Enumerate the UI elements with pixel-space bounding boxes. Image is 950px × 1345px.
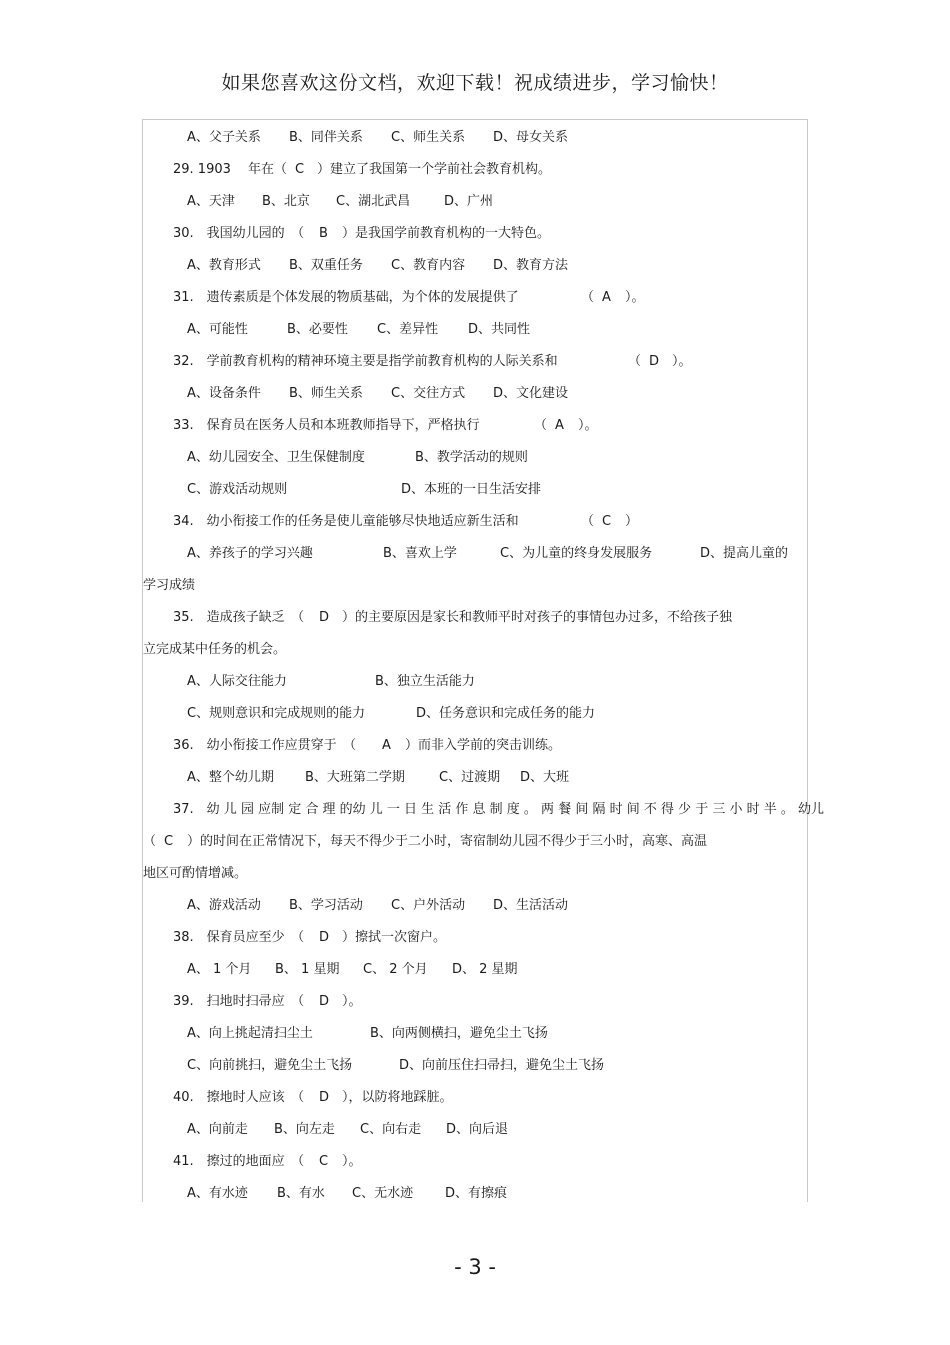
question-text: 41. 擦过的地面应 （: [173, 1154, 305, 1169]
option: A、可能性: [187, 322, 248, 337]
options-35a: [187, 674, 475, 690]
option: A、教育形式: [187, 258, 261, 273]
question-text: ）而非入学前的突击训练。: [405, 738, 562, 753]
option: C、向右走: [360, 1122, 422, 1137]
question-29: [173, 162, 552, 178]
question-text: ）。: [342, 1154, 362, 1169]
answer: D: [319, 1090, 330, 1105]
page-number: - 3 -: [454, 1255, 496, 1279]
answer: D: [319, 930, 330, 945]
option: A、设备条件: [187, 386, 261, 401]
option: C、为儿童的终身发展服务: [500, 546, 653, 561]
question-32: [173, 354, 692, 370]
option: A、 1 个月: [187, 962, 252, 977]
paren: （: [143, 834, 157, 849]
question-text: ）建立了我国第一个学前社会教育机构。: [317, 162, 552, 177]
option: B、学习活动: [289, 898, 363, 913]
paren: （: [581, 514, 595, 529]
option: B、向左走: [274, 1122, 335, 1137]
option: A、向上挑起清扫尘土: [187, 1026, 313, 1041]
option: A、整个幼儿期: [187, 770, 274, 785]
option: D、任务意识和完成任务的能力: [416, 706, 596, 721]
answer: A: [555, 418, 564, 433]
question-text: 35. 造成孩子缺乏 （: [173, 610, 305, 625]
option: D、文化建设: [493, 386, 569, 401]
answer: D: [649, 354, 660, 369]
options-33a: [187, 450, 528, 466]
option: C、过渡期: [439, 770, 501, 785]
option: B、北京: [262, 194, 310, 209]
options-30: [187, 258, 569, 274]
question-38: [173, 930, 447, 946]
option: D、生活活动: [493, 898, 569, 913]
question-text: 31. 遗传素质是个体发展的物质基础，为个体的发展提供了: [173, 290, 519, 305]
option: C、差异性: [377, 322, 439, 337]
question-text: ）是我国学前教育机构的一大特色。: [342, 226, 551, 241]
option: B、师生关系: [289, 386, 363, 401]
option: D、本班的一日生活安排: [401, 482, 542, 497]
question-text: 34. 幼小衔接工作的任务是使儿童能够尽快地适应新生活和: [173, 514, 519, 529]
option: D、共同性: [468, 322, 531, 337]
option: B、教学活动的规则: [415, 450, 528, 465]
option: C、师生关系: [391, 130, 466, 145]
options-29: [187, 194, 494, 210]
option: D、母女关系: [493, 130, 569, 145]
option: C、无水迹: [352, 1186, 414, 1201]
question-text: 40. 擦地时人应该 （: [173, 1090, 305, 1105]
option: A、幼儿园安全、卫生保健制度: [187, 450, 365, 465]
option: C、 2 个月: [363, 962, 428, 977]
answer: C: [295, 162, 305, 177]
options-39a: [187, 1026, 548, 1042]
question-39: [173, 994, 362, 1010]
option: D、有擦痕: [445, 1186, 508, 1201]
page-header: 如果您喜欢这份文档，欢迎下载！祝成绩进步，学习愉快！: [221, 72, 729, 94]
option: D、提高儿童的: [700, 546, 789, 561]
options-39b: [187, 1058, 605, 1074]
question-text: ），以防将地踩脏。: [342, 1090, 453, 1105]
question-41: [173, 1154, 362, 1170]
question-36: [173, 738, 562, 754]
question-text: ）。: [342, 994, 362, 1009]
question-34: [173, 514, 639, 530]
options-35b: [187, 706, 596, 722]
answer: D: [319, 994, 330, 1009]
question-text: ）的时间在正常情况下，每天不得少于二小时，寄宿制幼儿园不得少于三小时，高寒、高温: [187, 834, 708, 849]
paren: （: [534, 418, 548, 433]
paren: （: [581, 290, 595, 305]
options-36: [187, 770, 570, 786]
options-37: [187, 898, 569, 914]
option: D、大班: [520, 770, 570, 785]
question-33: [173, 418, 598, 434]
question-text: ）擦拭一次窗户。: [342, 930, 447, 945]
option: D、广州: [444, 194, 494, 209]
option: C、交往方式: [391, 386, 466, 401]
question-text: ）。: [578, 418, 598, 433]
answer: B: [319, 226, 328, 241]
option: C、教育内容: [391, 258, 466, 273]
option: A、养孩子的学习兴趣: [187, 546, 313, 561]
question-text: ）的主要原因是家长和教师平时对孩子的事情包办过多，不给孩子独: [342, 610, 733, 625]
option: A、人际交往能力: [187, 674, 287, 689]
options-32: [187, 386, 569, 402]
options-41: [187, 1186, 508, 1202]
question-37-cont2: 地区可酌情增减。: [143, 866, 248, 881]
question-40: [173, 1090, 453, 1106]
option: A、天津: [187, 194, 235, 209]
options-34: [187, 546, 789, 562]
answer: D: [319, 610, 330, 625]
question-30: [173, 226, 551, 242]
options-38: [187, 962, 518, 978]
options-34-cont: 学习成绩: [143, 578, 196, 593]
option: D、向前压住扫帚扫，避免尘土飞扬: [399, 1058, 605, 1073]
option: A、向前走: [187, 1122, 248, 1137]
question-31: [173, 290, 645, 306]
options-28: [187, 130, 569, 146]
option: B、独立生活能力: [375, 674, 475, 689]
answer: C: [164, 834, 174, 849]
paren: （: [628, 354, 642, 369]
answer: C: [319, 1154, 329, 1169]
question-text: 32. 学前教育机构的精神环境主要是指学前教育机构的人际关系和: [173, 354, 558, 369]
option: C、向前挑扫，避免尘土飞扬: [187, 1058, 353, 1073]
option: C、户外活动: [391, 898, 466, 913]
option: A、游戏活动: [187, 898, 261, 913]
options-33b: [187, 482, 542, 498]
question-text: ）。: [625, 290, 645, 305]
question-text: ）: [625, 514, 639, 529]
option: B、同伴关系: [289, 130, 363, 145]
answer: C: [602, 514, 612, 529]
option: B、喜欢上学: [383, 546, 457, 561]
option: B、双重任务: [289, 258, 363, 273]
question-text: 38. 保育员应至少 （: [173, 930, 305, 945]
option: D、向后退: [446, 1122, 509, 1137]
question-35: [173, 610, 733, 626]
question-35-cont: 立完成某中任务的机会。: [143, 642, 287, 657]
option: D、 2 星期: [452, 962, 518, 977]
option: D、教育方法: [493, 258, 569, 273]
option: B、向两侧横扫，避免尘土飞扬: [370, 1026, 548, 1041]
answer: A: [602, 290, 611, 305]
answer: A: [382, 738, 391, 753]
question-37-cont: [143, 834, 708, 850]
option: A、父子关系: [187, 130, 261, 145]
question-text: 36. 幼小衔接工作应贯穿于 （: [173, 738, 357, 753]
options-40: [187, 1122, 509, 1138]
option: A、有水迹: [187, 1186, 248, 1201]
question-text: 39. 扫地时扫帚应 （: [173, 994, 305, 1009]
option: B、有水: [277, 1186, 325, 1201]
option: C、规则意识和完成规则的能力: [187, 706, 366, 721]
question-37: 37. 幼 儿 园 应制 定 合 理 的幼 儿 一 日 生 活 作 息 制 度 。 两 餐 间 隔 时 间 不 得 少 于 三 小 时 半 。 幼儿: [173, 802, 825, 817]
option: B、 1 星期: [275, 962, 340, 977]
option: B、大班第二学期: [305, 770, 405, 785]
option: B、必要性: [287, 322, 348, 337]
question-text: 33. 保育员在医务人员和本班教师指导下，严格执行: [173, 418, 480, 433]
question-text: ）。: [672, 354, 692, 369]
question-text: 29. 1903 年在（: [173, 162, 288, 177]
question-text: 30. 我国幼儿园的 （: [173, 226, 305, 241]
option: C、湖北武昌: [336, 194, 411, 209]
options-31: [187, 322, 531, 338]
option: C、游戏活动规则: [187, 482, 288, 497]
